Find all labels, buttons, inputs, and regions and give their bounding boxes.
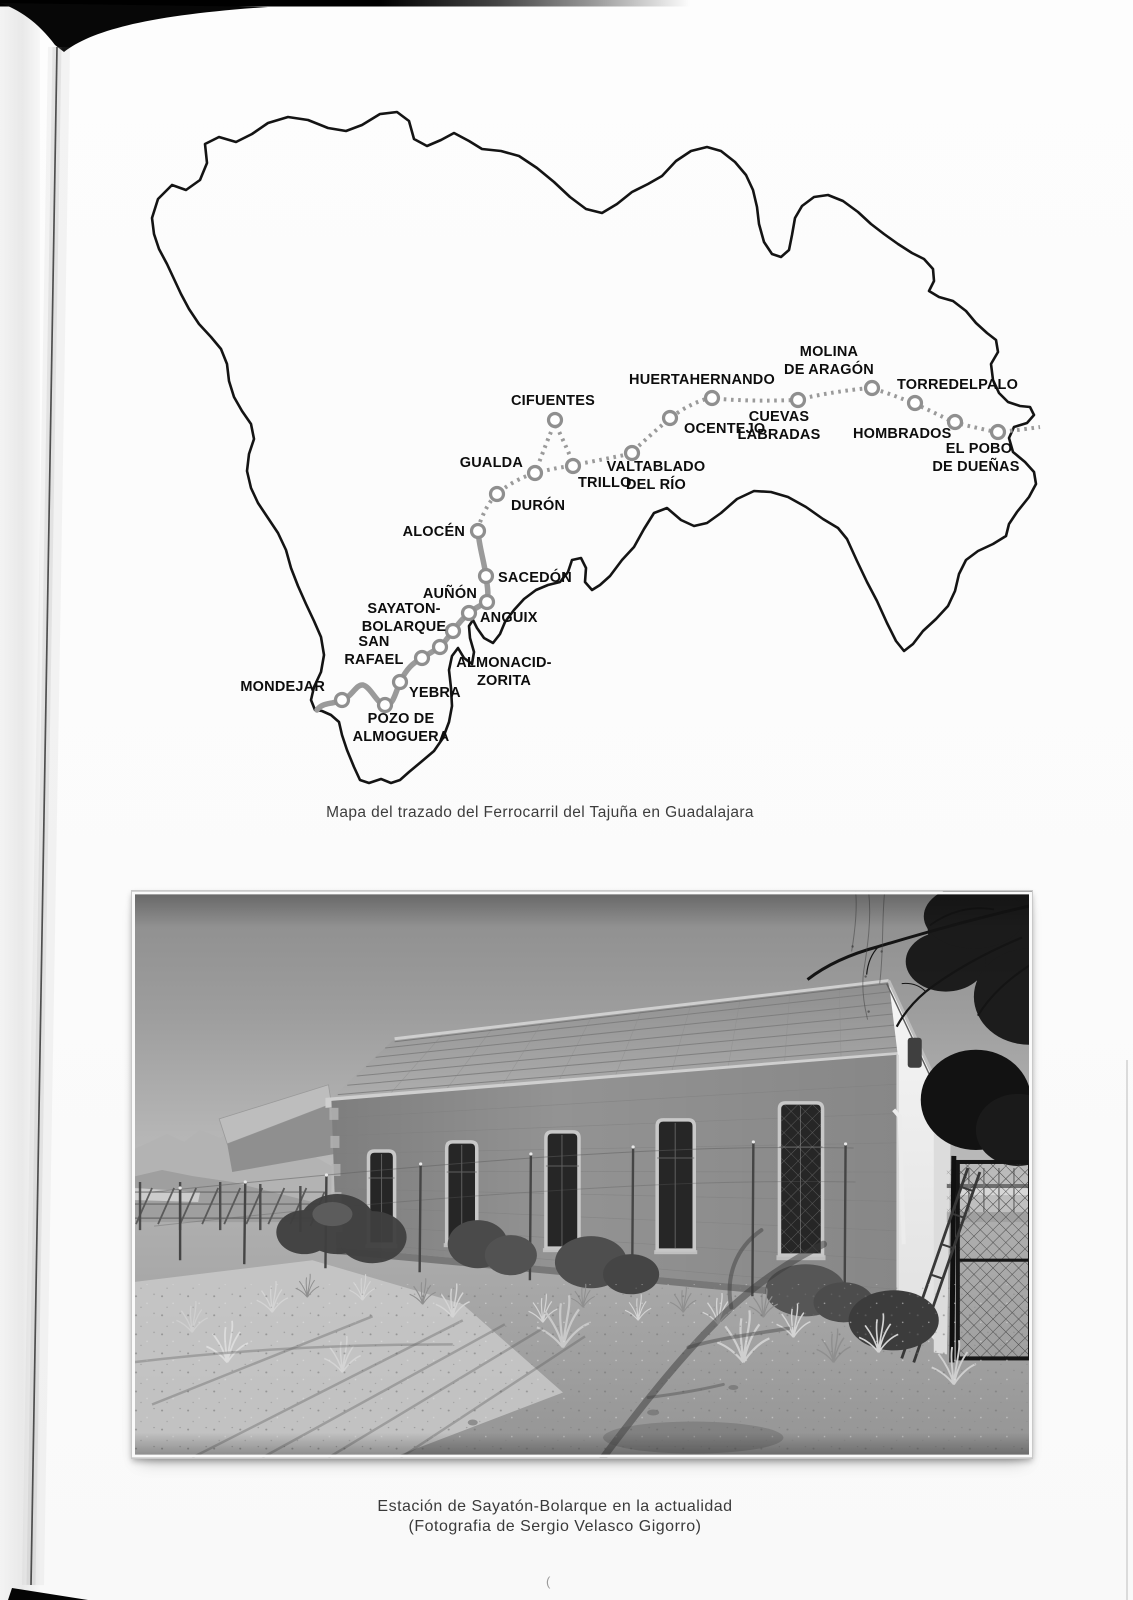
station-label-gualda: GUALDA [459, 455, 523, 471]
station-label-san-rafael-2: RAFAEL [344, 652, 404, 668]
station-marker-el-pobo [992, 426, 1005, 439]
station-marker-yebra [394, 676, 407, 689]
station-marker-duron [491, 488, 504, 501]
station-label-alocen: ALOCÉN [402, 524, 465, 540]
station-label-cuevas-2: LABRADAS [737, 427, 821, 443]
station-label-almonacid-1: ALMONACID- [456, 655, 552, 671]
station-marker-molina-de-aragon [866, 382, 879, 395]
station-photo-image [132, 891, 1032, 1458]
station-marker-sayaton-bolarque [447, 625, 460, 638]
photo-top-vignette [132, 891, 1032, 927]
station-marker-cuevas-labradas [792, 394, 805, 407]
station-label-pozo-2: ALMOGUERA [352, 729, 450, 745]
station-label-sayaton-2: BOLARQUE [361, 619, 447, 635]
station-marker-unlabeled [434, 641, 447, 654]
station-marker-gualda [529, 467, 542, 480]
photo-bottom-vignette [132, 1433, 1032, 1458]
station-marker-alocen [472, 525, 485, 538]
station-label-huertahernando: HUERTAHERNANDO [629, 372, 775, 388]
map-caption: Mapa del trazado del Ferrocarril del Tajuña en Guadalajara [326, 804, 754, 821]
station-label-trillo: TRILLO [578, 475, 632, 491]
station-label-torredelpalo: TORREDELPALO [897, 377, 1019, 393]
station-marker-aunon [481, 596, 494, 609]
station-label-almonacid-2: ZORITA [476, 673, 532, 689]
station-label-molina-1: MOLINA [799, 344, 859, 360]
station-label-sacedon: SACEDÓN [498, 570, 572, 586]
station-label-pozo-1: POZO DE [367, 711, 435, 727]
station-label-ocentejo: OCENTEJO [684, 421, 766, 437]
station-label-sayaton-1: SAYATON- [367, 601, 441, 617]
station-label-yebra: YEBRA [409, 685, 461, 701]
station-label-el-pobo-1: EL POBO [945, 441, 1013, 457]
station-photo [132, 891, 1032, 1458]
station-label-el-pobo-2: DE DUEÑAS [932, 459, 1020, 475]
station-label-san-rafael-1: SAN [358, 634, 390, 650]
station-marker-ocentejo [664, 412, 677, 425]
photo-caption [0, 1497, 1110, 1537]
station-label-molina-2: DE ARAGÓN [784, 362, 874, 378]
station-label-duron: DURÓN [511, 498, 566, 514]
station-marker-huertahernando [706, 392, 719, 405]
station-marker-trillo [567, 460, 580, 473]
station-label-cifuentes: CIFUENTES [511, 393, 595, 409]
station-marker-pozo-de-almoguera [379, 699, 392, 712]
station-marker-cifuentes [549, 414, 562, 427]
station-marker-mondejar [336, 694, 349, 707]
photo-caption-line-1: Estación de Sayatón-Bolarque en la actualidad [377, 1498, 733, 1515]
stray-parenthesis-mark: ( [546, 1574, 551, 1589]
station-marker-anguix [463, 607, 476, 620]
dirt-speckle [132, 1284, 1032, 1457]
station-marker-sacedon [480, 570, 493, 583]
station-label-hombrados: HOMBRADOS [853, 426, 952, 442]
station-marker-torredelpalo [909, 397, 922, 410]
page-right-edge-line [1126, 1060, 1128, 1600]
station-marker-valtablado [626, 447, 639, 460]
station-label-valtablado-1: VALTABLADO [606, 459, 706, 475]
station-label-anguix: ANGUIX [480, 610, 538, 626]
station-marker-san-rafael [416, 652, 429, 665]
attic-window [908, 1038, 922, 1068]
station-label-mondejar: MONDEJAR [240, 679, 325, 695]
station-label-aunon: AUÑÓN [422, 586, 477, 602]
station-label-valtablado-2: DEL RÍO [626, 477, 686, 493]
station-label-cuevas-1: CUEVAS [748, 409, 810, 425]
window-5-lattice [781, 1105, 820, 1253]
photo-caption-line-2: (Fotografia de Sergio Velasco Gigorro) [408, 1518, 702, 1535]
